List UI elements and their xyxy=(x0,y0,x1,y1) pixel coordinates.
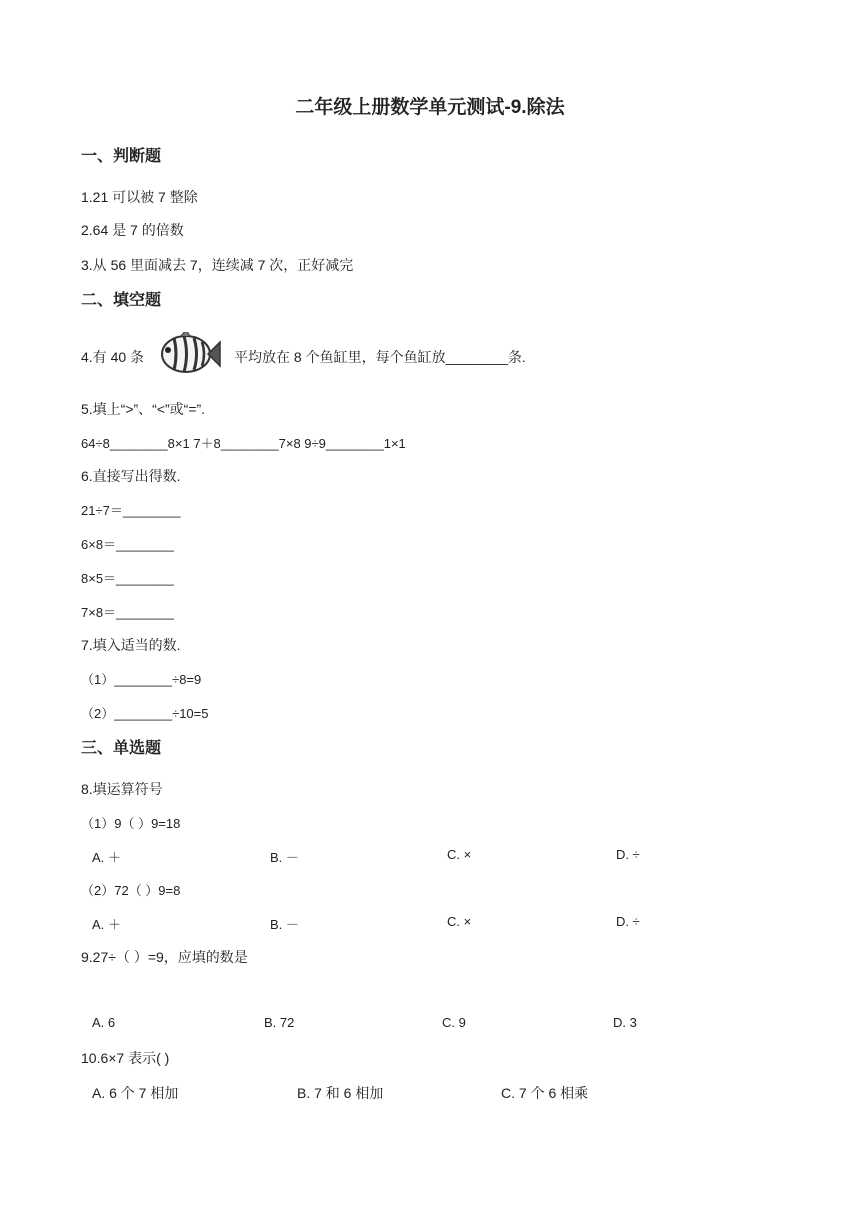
q10-option-a[interactable]: A. 6 个 7 相加 xyxy=(92,1085,179,1101)
q9-option-a[interactable]: A. 6 xyxy=(92,1015,116,1030)
q9-option-c[interactable]: C. 9 xyxy=(442,1015,466,1030)
q8-1-option-a[interactable]: A. ＋ xyxy=(92,850,121,865)
question-8: 8.填运算符号 xyxy=(81,781,163,797)
question-1: 1.21 可以被 7 整除 xyxy=(81,189,198,205)
question-6-item-1: 21÷7＝________ xyxy=(81,503,181,518)
question-9: 9.27÷（ ）=9，应填的数是 xyxy=(81,949,248,965)
question-6: 6.直接写出得数. xyxy=(81,468,181,484)
page-title: 二年级上册数学单元测试-9.除法 xyxy=(295,97,565,118)
q8-1-option-d[interactable]: D. ÷ xyxy=(616,847,640,862)
q8-2-option-b[interactable]: B. － xyxy=(270,917,299,932)
question-2: 2.64 是 7 的倍数 xyxy=(81,222,184,238)
q8-2-option-d[interactable]: D. ÷ xyxy=(616,914,640,929)
q8-2-option-c[interactable]: C. × xyxy=(447,914,472,929)
question-4-prefix: 4.有 40 条 xyxy=(81,349,145,365)
section-heading-judgment: 一、判断题 xyxy=(81,148,162,165)
question-5-comparisons: 64÷8________8×1 7＋8________7×8 9÷9________1×1 xyxy=(81,436,406,451)
fish-icon xyxy=(156,332,222,376)
q9-option-b[interactable]: B. 72 xyxy=(264,1015,295,1030)
q9-option-d[interactable]: D. 3 xyxy=(613,1015,637,1030)
q10-option-c[interactable]: C. 7 个 6 相乘 xyxy=(501,1085,589,1101)
section-heading-fill-in: 二、填空题 xyxy=(81,292,162,309)
question-5: 5.填上“>”、“<”或“=”. xyxy=(81,401,206,417)
question-8-part-1: （1）9（ ）9=18 xyxy=(81,816,181,831)
question-7-item-2: （2）________÷10=5 xyxy=(81,706,209,721)
q8-1-option-c[interactable]: C. × xyxy=(447,847,472,862)
question-3: 3.从 56 里面减去 7，连续减 7 次，正好减完 xyxy=(81,257,354,273)
question-10: 10.6×7 表示( ) xyxy=(81,1050,170,1066)
question-6-item-2: 6×8＝________ xyxy=(81,537,174,552)
question-6-item-3: 8×5＝________ xyxy=(81,571,174,586)
question-7-item-1: （1）________÷8=9 xyxy=(81,672,202,687)
question-4-suffix: 平均放在 8 个鱼缸里，每个鱼缸放________条. xyxy=(234,349,526,365)
q8-2-option-a[interactable]: A. ＋ xyxy=(92,917,121,932)
q10-option-b[interactable]: B. 7 和 6 相加 xyxy=(297,1085,384,1101)
question-6-item-4: 7×8＝________ xyxy=(81,605,174,620)
section-heading-single-choice: 三、单选题 xyxy=(81,740,162,757)
question-8-part-2: （2）72（ ）9=8 xyxy=(81,883,181,898)
q8-1-option-b[interactable]: B. － xyxy=(270,850,299,865)
question-7: 7.填入适当的数. xyxy=(81,637,181,653)
